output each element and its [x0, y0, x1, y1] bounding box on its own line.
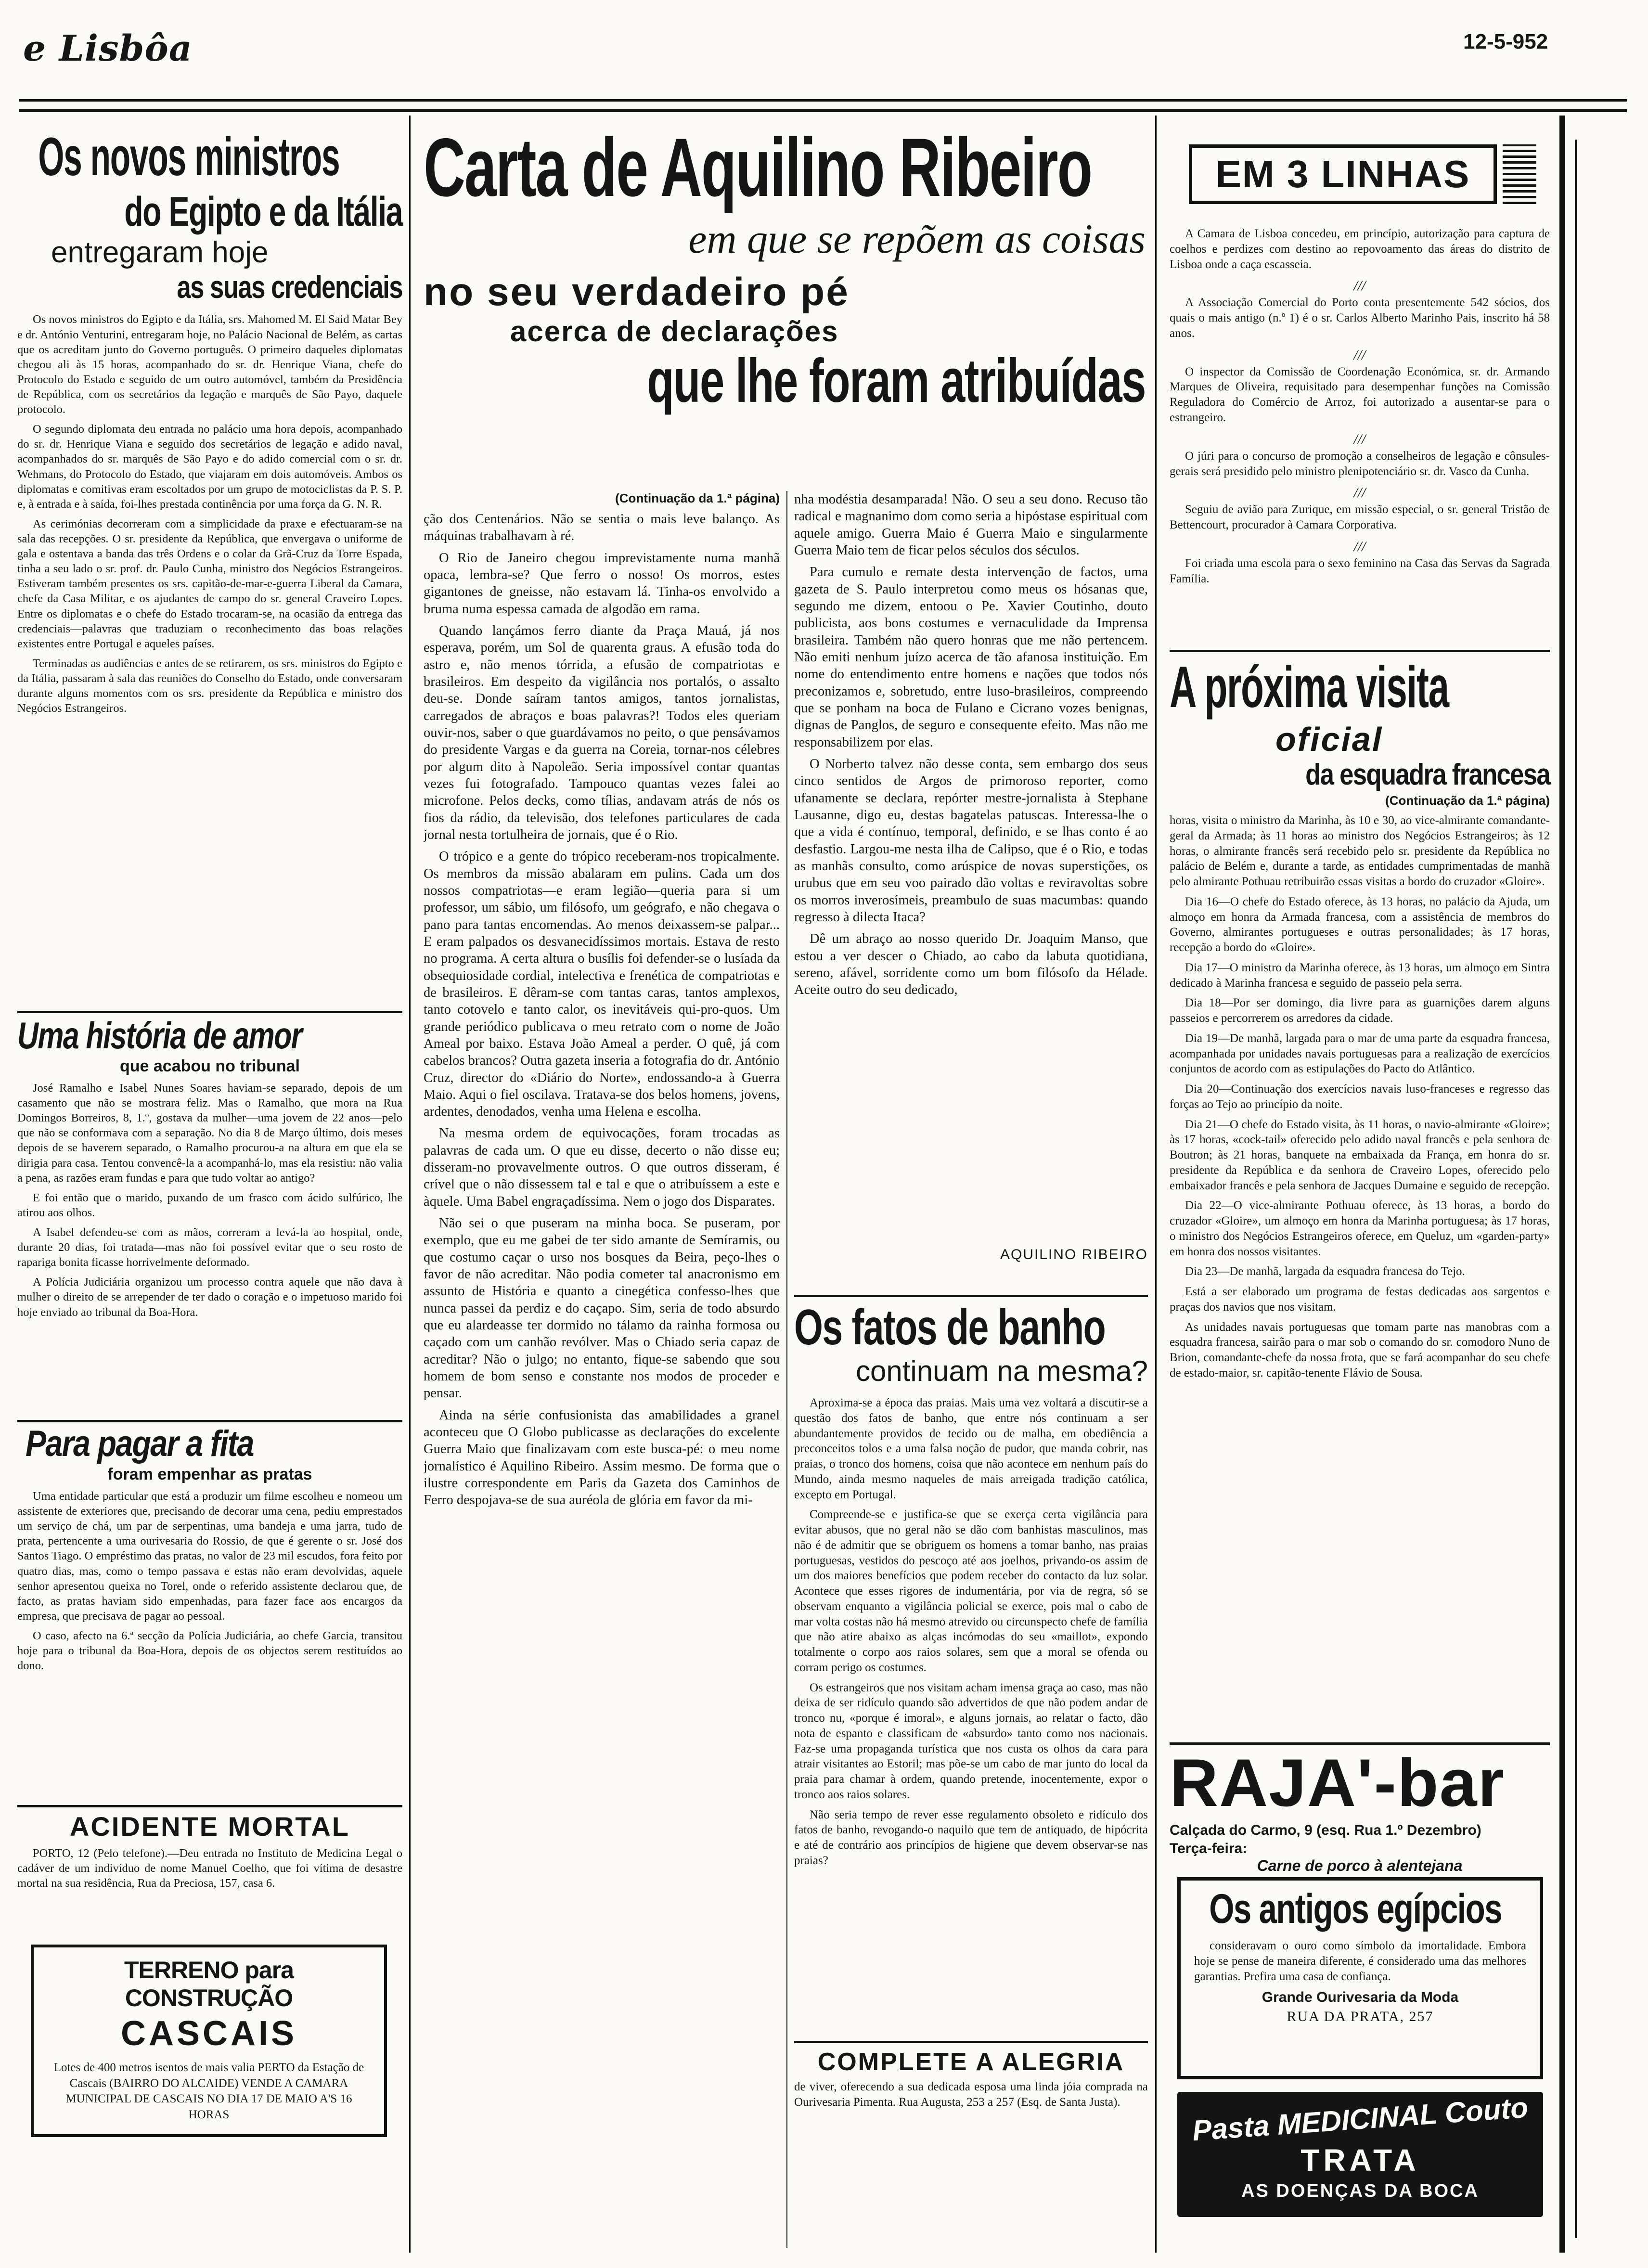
subhead-repoem: em que se repõem as coisas	[688, 216, 1146, 262]
aquilino-col-right	[794, 491, 1148, 1263]
ad-terreno-title: TERRENO para CONSTRUÇÃO	[124, 1957, 294, 2011]
ad-terreno-text: Lotes de 400 metros isentos de mais valia PERTO da Estação de Cascais (BAIRRO DO ALCAIDE) VENDE A CAMARA MUNICIPAL DE CASCAIS NO DIA 17 DE MAIO A'S 16 HORAS	[53, 2061, 364, 2121]
section-em3linhas	[1170, 144, 1550, 591]
ad-raja-name: RAJA'-bar	[1170, 1745, 1505, 1820]
divider	[17, 1420, 402, 1422]
article-fita	[17, 1423, 402, 1826]
headline-acidente: ACIDENTE MORTAL	[69, 1811, 350, 1842]
ad-pasta-brand: Pasta MEDICINAL Couto	[1191, 2091, 1529, 2147]
divider	[17, 1805, 402, 1807]
subhead-atribuidas: que lhe foram atribuídas	[647, 347, 1146, 415]
column-rule-2	[1155, 116, 1157, 2253]
ad-terreno-place: CASCAIS	[120, 2014, 297, 2053]
subhead-oficial: oficial	[1275, 721, 1383, 758]
signature: AQUILINO RIBEIRO	[1000, 1247, 1148, 1263]
masthead-rule	[19, 99, 1627, 111]
article-aquilino	[424, 121, 1146, 415]
continuation-label: (Continuação da 1.ª página)	[1385, 793, 1550, 808]
separator: ///	[1353, 278, 1366, 294]
ad-pasta-line1: TRATA	[1300, 2143, 1420, 2178]
em3linhas-label: EM 3 LINHAS	[1189, 144, 1497, 204]
article-ministros	[17, 127, 402, 991]
news-item: O júri para o concurso de promoção a conselheiros de legação e cônsules-gerais será presidido pelo ministro plenipotenciário sr. dr. Vasco da Cunha.	[1170, 449, 1550, 478]
subhead-entregaram: entregaram hoje	[51, 235, 269, 269]
divider	[1170, 650, 1550, 652]
ad-egipcios	[1177, 1877, 1543, 2079]
ad-alegria-title: COMPLETE A ALEGRIA	[817, 2048, 1125, 2076]
ad-raja-dish: Carne de porco à alentejana	[1257, 1857, 1463, 1874]
news-item: A Camara de Lisboa concedeu, em princípio, autorização para captura de coelhos e perdizes com destino ao repovoamento das áreas do distrito de Lisboa onde a caça escasseia.	[1170, 227, 1550, 271]
aquilino-col-left	[424, 491, 780, 2263]
headline-visita: A próxima visita	[1170, 654, 1449, 720]
subhead-historia: que acabou no tribunal	[119, 1057, 300, 1075]
headline-fatos: Os fatos de banho	[794, 1300, 1106, 1355]
newspaper-name: e Lisbôa	[23, 28, 193, 69]
separator: ///	[1353, 485, 1366, 501]
divider	[794, 2041, 1148, 2043]
em3linhas-decoration	[1503, 144, 1536, 204]
subhead-egipto-italia: do Egipto e da Itália	[124, 189, 402, 235]
ad-egipcios-street: RUA DA PRATA, 257	[1287, 2008, 1434, 2024]
headline-ministros: Os novos ministros	[38, 127, 340, 187]
ad-raja-address: Calçada do Carmo, 9 (esq. Rua 1.º Dezembro)	[1170, 1822, 1481, 1838]
subhead-fatos: continuam na mesma?	[856, 1355, 1148, 1387]
column-rule-inner	[786, 491, 787, 2248]
body-fita: Uma entidade particular que está a produzir um filme escolheu e nomeou um assistente de exteriores que, precisando de decorar uma cena, pediu emprestados um serviço de chá, um par de serpentinas, uma bandeja e uma jarra, tudo de prata, pertencente a uma ourivesaria do Rossio, de que é gerente o sr. José dos Santos Tiago. O empréstimo das pratas, no valor de 23 mil escudos, fora feito por quatro dias, mas, como o tempo passava e estas não eram devolvidas, aquele senhor apresentou queixa no Torel, onde o referido assistente declarou que, de facto, as pratas haviam sido empenhadas, para fazer face aos encargos da empresa, que precisava de pagar ao pessoal. O caso, afecto na 6.ª secção da Polícia Judiciária, ao chefe Garcia, transitou hoje para o tribunal da Boa-Hora, depois de os objectos serem restituídos ao dono.	[17, 1490, 402, 1673]
headline-fita: Para pagar a fita	[26, 1423, 254, 1464]
article-visita	[1170, 654, 1550, 1780]
subhead-esquadra: da esquadra francesa	[1305, 758, 1550, 791]
news-item: A Associação Comercial do Porto conta presentemente 542 sócios, dos quais o mais antigo (n.º 1) é o sr. Carlos Alberto Marinho Pais, inscrito há 58 anos.	[1170, 296, 1550, 340]
subhead-fita: foram empenhar as pratas	[107, 1465, 312, 1483]
subhead-verdadeiro-pe: no seu verdadeiro pé	[424, 270, 850, 314]
divider	[794, 1295, 1148, 1297]
subhead-declaracoes: acerca de declarações	[510, 315, 839, 348]
subhead-credenciais: as suas credenciais	[177, 269, 402, 305]
ad-pasta-line2: AS DOENÇAS DA BOCA	[1241, 2181, 1479, 2201]
continuation-label: (Continuação da 1.ª página)	[615, 491, 780, 505]
body-aquilino-right: nha modéstia desamparada! Não. O seu a seu dono. Recuso tão radical e magnanimo dom como seria a hipóstase espiritual com aquele amigo. Guerra Maio é Guerra Maio e singularmente Guerra Maio tem de ficar pelos séculos dos séculos. Para cumulo e remate desta intervenção de factos, uma gazeta de S. Paulo interpretou como meus os hósanas que, segundo me dizem, entoou o Pe. Xavier Coutinho, douto publicista, aos bons costumes e vernaculidade da Imprensa brasileira. Também não quero honras que me não pertencem. Não emiti nenhum juízo acerca de tão afanosa instituição. Em nome do entendimento entre homens e nações que todos nós preconizamos e, sobretudo, entre luso-brasileiros, compreendo que se ponham na boca de Fulano e Cicrano vozes benignas, dignas de Panglos, de seguro e consequente efeito. Mas não me responsabilizem por elas. O Norberto talvez não desse conta, sem embargo dos seus cinco sentidos de Argos de primoroso reporter, como ufanamente se declara, repórter mestre-jornalista à Stephane Lausanne, digo eu, destas bagatelas patuscas. Interessa-lhe o que a vida é contínuo, temporal, definido, e se lhas conto é ao desfastio. Largou-me nesta ilha de Calipso, que é o Rio, e todas as manhãs consulto, como arúspice de novas superstições, os urubus que em seu voo pairado dão voltas e reviravoltas sobre os morros inverosímeis, preambulo de suas macumbas: quando regresso à dilecta Itaca? Dê um abraço ao nosso querido Dr. Joaquim Manso, que estou a ver descer o Chiado, ao cabo da labuta quotidiana, sereno, afável, sorridente como um bom filósofo da Hélade. Aceite outro do seu dedicado,	[794, 492, 1148, 998]
news-item: Foi criada uma escola para o sexo feminino na Casa das Servas da Sagrada Família.	[1170, 556, 1550, 585]
body-historia: José Ramalho e Isabel Nunes Soares haviam-se separado, depois de um casamento que não se mostrara feliz. Mas o Ramalho, que mora na Rua Domingos Borreiros, 8, 1.º, gostava da mulher—uma jovem de 22 anos—pelo que não se conformava com a separação. No dia 8 de Março último, dois meses depois de se haverem separado, o Ramalho procurou-a na altura em que ela se dirigia para casa. Tentou convencê-la a acompanhá-lo, mas ela resistiu: não valia a pena, as razões eram fundas e para que tudo voltar ao antigo? E foi então que o marido, puxando de um frasco com ácido sulfúrico, lhe atirou aos olhos. A Isabel defendeu-se com as mãos, correram a levá-la ao hospital, onde, durante 20 dias, foi tratada—mas não foi possível evitar que o seu rosto de rapariga bonita ficasse horrivelmente deformado. A Polícia Judiciária organizou um processo contra aquele que não dava à mulher o direito de se arrepender de ter dado o coração e o impetuoso marido foi hoje enviado ao tribunal da Boa-Hora.	[17, 1082, 402, 1319]
ad-terreno	[31, 1945, 387, 2137]
separator: ///	[1353, 538, 1366, 554]
headline-historia: Uma história de amor	[17, 1014, 302, 1057]
separator: ///	[1353, 431, 1366, 447]
article-acidente	[17, 1811, 402, 1891]
ad-egipcios-text: consideravam o ouro como símbolo da imortalidade. Embora hoje se pense de maneira diferente, é considerado uma das melhores garantias. Prefira uma casa de confiança.	[1194, 1939, 1526, 1983]
ad-alegria-text: de viver, oferecendo a sua dedicada esposa uma linda jóia comprada na Ourivesaria Pimenta. Rua Augusta, 253 a 257 (Esq. de Santa Justa).	[794, 2080, 1148, 2109]
body-fatos: Aproxima-se a época das praias. Mais uma vez voltará a discutir-se a questão dos fatos de banho, que entre nós continuam a ser abundantemente providos de tecido ou de malha, em obediência a preconceitos tolos e a uma falsa noção de pudor, que manda cobrir, nas praias, o tronco dos homens, coisa que não acontece em nenhum país do Mundo, ainda mesmo naqueles de mais arreigada tradição católica, excepto em Portugal. Compreende-se e justifica-se que se exerça certa vigilância para evitar abusos, que no geral não se dão com banhistas masculinos, mas não é de admitir que se obriguem os homens a tomar banho, nas praias portuguesas, vestidos do pescoço até aos joelhos, privando-os assim de um dos maiores benefícios que podem receber do contacto da luz solar. Acontece que esses rigores de indumentária, por via de regra, só se observam enquanto a vigilância policial se exerce, pois mal o cabo de mar volta costas não há mesmo atrevido ou circunspecto chefe de família que não atire abaixo as alças incómodas do seu «maillot», expondo totalmente o corpo aos raios solares, sem que a moral se ofenda ou corram perigo os costumes. Os estrangeiros que nos visitam acham imensa graça ao caso, mas não deixa de ser ridículo quando são advertidos de que não podem andar de tronco nu, «porque é imoral», e alguns jornais, ao relatar o facto, dão nota de espanto e classificam de «absurdo» tanto como nos nacionais. Faz-se uma propaganda turística que nos custa os olhos da cara para atrair visitantes ao Estoril; mas põe-se um cabo de mar junto do local da praia para chamar à ordem, quando pretende, inocentemente, expor o tronco aos raios solares. Não seria tempo de rever esse regulamento obsoleto e ridículo dos fatos de banho, revogando-o naquilo que tem de antiquado, de hipócrita e até de contrário aos princípios de higiene que devem observar-se nas praias?	[794, 1396, 1148, 1867]
headline-aquilino: Carta de Aquilino Ribeiro	[424, 121, 1092, 214]
ad-pasta-medicinal	[1177, 2092, 1543, 2217]
ad-raja-day: Terça-feira:	[1170, 1841, 1248, 1856]
body-acidente: PORTO, 12 (Pelo telefone).—Deu entrada no Instituto de Medicina Legal o cadáver de um indivíduo de nome Manuel Coelho, que foi vítima de desastre mortal na sua residência, Rua da Preciosa, 157, casa 6.	[17, 1847, 402, 1890]
column-rule-right	[1559, 116, 1565, 2253]
ad-egipcios-title: Os antigos egípcios	[1209, 1886, 1502, 1932]
news-item: O inspector da Comissão de Coordenação Económica, sr. dr. Armando Marques de Oliveira, requisitado para desempenhar funções na Comissão Reguladora do Comércio de Arroz, foi autorizado a ausentar-se para o estrangeiro.	[1170, 365, 1550, 424]
news-item: Seguiu de avião para Zurique, em missão especial, o sr. general Tristão de Bettencourt, procurador à Camara Corporativa.	[1170, 503, 1550, 532]
column-rule-right-inner	[1575, 140, 1577, 2238]
article-historia	[17, 1014, 402, 1456]
issue-date: 12-5-952	[1463, 30, 1548, 53]
ad-alegria	[794, 2048, 1148, 2110]
ad-raja-bar	[1170, 1745, 1550, 1875]
em3linhas-body	[1170, 226, 1550, 586]
ad-egipcios-shop: Grande Ourivesaria da Moda	[1262, 1989, 1459, 2005]
separator: ///	[1353, 347, 1366, 363]
article-fatos	[794, 1302, 1148, 2002]
body-ministros: Os novos ministros do Egipto e da Itália, srs. Mahomed M. El Said Matar Bey e dr. António Venturini, entregaram hoje, no Palácio Nacional de Belém, as cartas que os acreditam junto do Governo português. O primeiro daqueles diplomatas chegou ali às 15 horas, acompanhado do sr. dr. Henrique Viana, chefe do Protocolo do Estado e seguido de um outro automóvel, também da Presidência de República, com os secretários da legação e marquês de São Payo, daquele protocolo. O segundo diplomata deu entrada no palácio uma hora depois, acompanhado do sr. dr. Henrique Viana e seguido dos secretários de legação e adido naval, acompanhados do sr. marquês de São Payo e do adido comercial com o sr. dr. Wehmans, do Protocolo do Estado, que viajaram em dois automóveis. Ambos os diplomatas e comitivas eram escoltados por um grupo de motociclistas da P. S. P. e, à entrada e à saída, foi-lhes prestada continência por uma força da G. N. R. As cerimónias decorreram com a simplicidade da praxe e efectuaram-se na sala das recepções. O sr. presidente da República, que envergava o uniforme de gala e ostentava a banda das três Ordens e o colar da Grã-Cruz da Torre Espada, tinha a seu lado o sr. prof. dr. Paulo Cunha, ministro dos Negócios Estrangeiros. Estiveram também presentes os srs. capitão-de-mar-e-guerra Liberal da Camara, chefe da Casa Militar, e os ajudantes de campo do sr. general Craveiro Lopes. Entre os diplomatas e o chefe do Estado trocaram-se, na ocasião da entrega das credenciais—palavras que traduziam o reconhecimento das boas relações existentes entre Portugal e aqueles países. Terminadas as audiências e antes de se retirarem, os srs. ministros do Egipto e da Itália, passaram à sala das reuniões do Conselho do Estado, onde conversaram durante alguns momentos com os srs. presidente da República e ministro dos Negócios Estrangeiros.	[17, 313, 402, 715]
column-rule-1	[409, 116, 411, 2253]
body-aquilino-left: ção dos Centenários. Não se sentia o mais leve balanço. As máquinas trabalhavam à ré. O Rio de Janeiro chegou imprevistamente numa manhã opaca, lembra-se? Que ferro o nosso! Os morros, estes gigantones de gneisse, não estavam lá. Tinha-os envolvido a bruma numa espessa camada de algodão em rama. Quando lançámos ferro diante da Praça Mauá, já nos esperava, porém, um Sol de quarenta graus. A efusão toda do astro e, não menos tórrida, a efusão de compatriotas e brasileiros. Em despeito da vigilância nos portalós, o assalto deu-se. Donde saíram tantos amigos, tantos jornalistas, carregados de abraços e boas palavras?! Todos eles queriam ouvir-nos, saber o que guardávamos no peito, o que pensávamos do presidente Vargas e da guerra na Coreia, tornar-nos célebres por algum dito à Napoleão. Seria impossível contar quantas vezes fui fotografado. Tampouco quantas vezes falei ao microfone. Pelos decks, como tílias, andavam atrás de nós os fios da rádio, da televisão, dos telefones particulares de cada jornal nesta tortulheira de jornais, que é o Rio. O trópico e a gente do trópico receberam-nos tropicalmente. Os membros da missão abalaram em pulins. Cada um dos nossos compatriotas—e eram legião—queria para si um professor, um sábio, um filósofo, um geógrafo, e não chegava o pano para tantas encomendas. Ao menos deixassem-se palpar... E eram palpados os desvanecidíssimos mortais. Estava de resto no programa. A certa altura o busílis foi defender-se o lusíada da obsequiosidade cordial, intelectiva e frenética de compatriotas e de brasileiros. E dêram-se com tantas caras, tantos amplexos, tanto cotovelo e tanto calor, os inevitáveis qui-pro-quos. Um grande periódico publicava o meu retrato com o nome de João Ameal por baixo. Estava João Ameal a perder. O quê, já com cabelos brancos? Outra gazeta inseria a fotografia do dr. António Cruz, director do «Diário do Norte», endossando-a à Guerra Maio. Aqui o fiel oscilava. Tratava-se dos belos homens, jovens, ardentes, denodados, venha uma Helena e escolha. Na mesma ordem de equivocações, foram trocadas as palavras de cada um. O que eu disse, decerto o não disse eu; disseram-no provavelmente outros. O que outros disseram, é crível que o não dissessem tal e tal e que o atribuíssem a este e àquele. Uma Babel engraçadíssima. Nem o jogo dos Disparates. Não sei o que puseram na minha boca. Se puseram, por exemplo, que eu me gabei de ter sido amante de Semíramis, ou que costumo caçar o urso nos bosques da Beira, peço-lhes o favor de não acreditar. Não podia cometer tal anacronismo em assunto de História e quanto a cinegética confesso-lhes que nunca passei da perdiz e do caçapo. Sim, seria de todo absurdo que eu alardeasse ter dormido no tálamo da rainha formosa ou caçado com um canhão revólver. Mas o Chiado seria capaz de acreditar? Não o julgo; no entanto, fique-se sabendo que sou homem de bom senso e constante nos modos de proceder e pensar. Ainda na série confusionista das amabilidades a granel aconteceu que O Globo publicasse as declarações do excelente Guerra Maio que finalizavam com este busca-pé: o meu nome jornalístico é Aquilino Ribeiro. Assim mesmo. De forma que o ilustre correspondente em Paris da Gazeta dos Caminhos de Ferro despojava-se de sua auréola de glória em favor da mi-	[424, 512, 780, 1508]
masthead-rule-thin	[19, 111, 1627, 112]
body-visita: horas, visita o ministro da Marinha, às 10 e 30, ao vice-almirante comandante-geral da Armada; às 11 horas ao ministro dos Negócios Estrangeiros; às 12 horas, o almirante francês será recebido pelo sr. presidente da República no palácio de Belém e, durante a tarde, as entidades cumprimentadas de manhã pelo almirante Pothuau retribuirão essas visitas a bordo do cruzador «Gloire». Dia 16—O chefe do Estado oferece, às 13 horas, no palácio da Ajuda, um almoço em honra da Armada francesa, com a assistência de membros do Governo, almirantes portugueses e outras personalidades; às 17 horas, recepção a bordo do «Gloire». Dia 17—O ministro da Marinha oferece, às 13 horas, um almoço em Sintra dedicado à Marinha francesa e seguido de passeio pela serra. Dia 18—Por ser domingo, dia livre para as guarnições darem alguns passeios e percorrerem os arredores da cidade. Dia 19—De manhã, largada para o mar de uma parte da esquadra francesa, acompanhada por unidades navais portuguesas para a realização de exercícios conjuntos de acordo com as estipulações do Pacto do Atlântico. Dia 20—Continuação dos exercícios navais luso-franceses e regresso das forças ao Tejo ao princípio da noite. Dia 21—O chefe do Estado visita, às 11 horas, o navio-almirante «Gloire»; às 17 horas, «cock-tail» oferecido pelo adido naval francês e pela senhora de Boutron; às 21 horas, banquete na embaixada da França, em honra do sr. presidente da República e da senhora de Craveiro Lopes, oferecido pelo embaixador francês e pela senhora de Jacques Dumaine e seguido de recepção. Dia 22—O vice-almirante Pothuau oferece, às 13 horas, a bordo do cruzador «Gloire», um almoço em honra da Marinha portuguesa; às 17 horas, o ministro dos Negócios Estrangeiros oferece, em Queluz, um «garden-party» em honra dos nossos visitantes. Dia 23—De manhã, largada da esquadra francesa do Tejo. Está a ser elaborado um programa de festas dedicadas aos sargentos e praças dos navios que nos visitam. As unidades navais portuguesas que tomam parte nas manobras com a esquadra francesa, sairão para o mar sob o comando do sr. comodoro Nuno de Brion, comandante-chefe da nossa frota, que se fará acompanhar do seu chefe de estado-maior, sr. capitão-tenente Flávio de Sousa.	[1170, 814, 1550, 1379]
divider	[17, 1011, 402, 1013]
